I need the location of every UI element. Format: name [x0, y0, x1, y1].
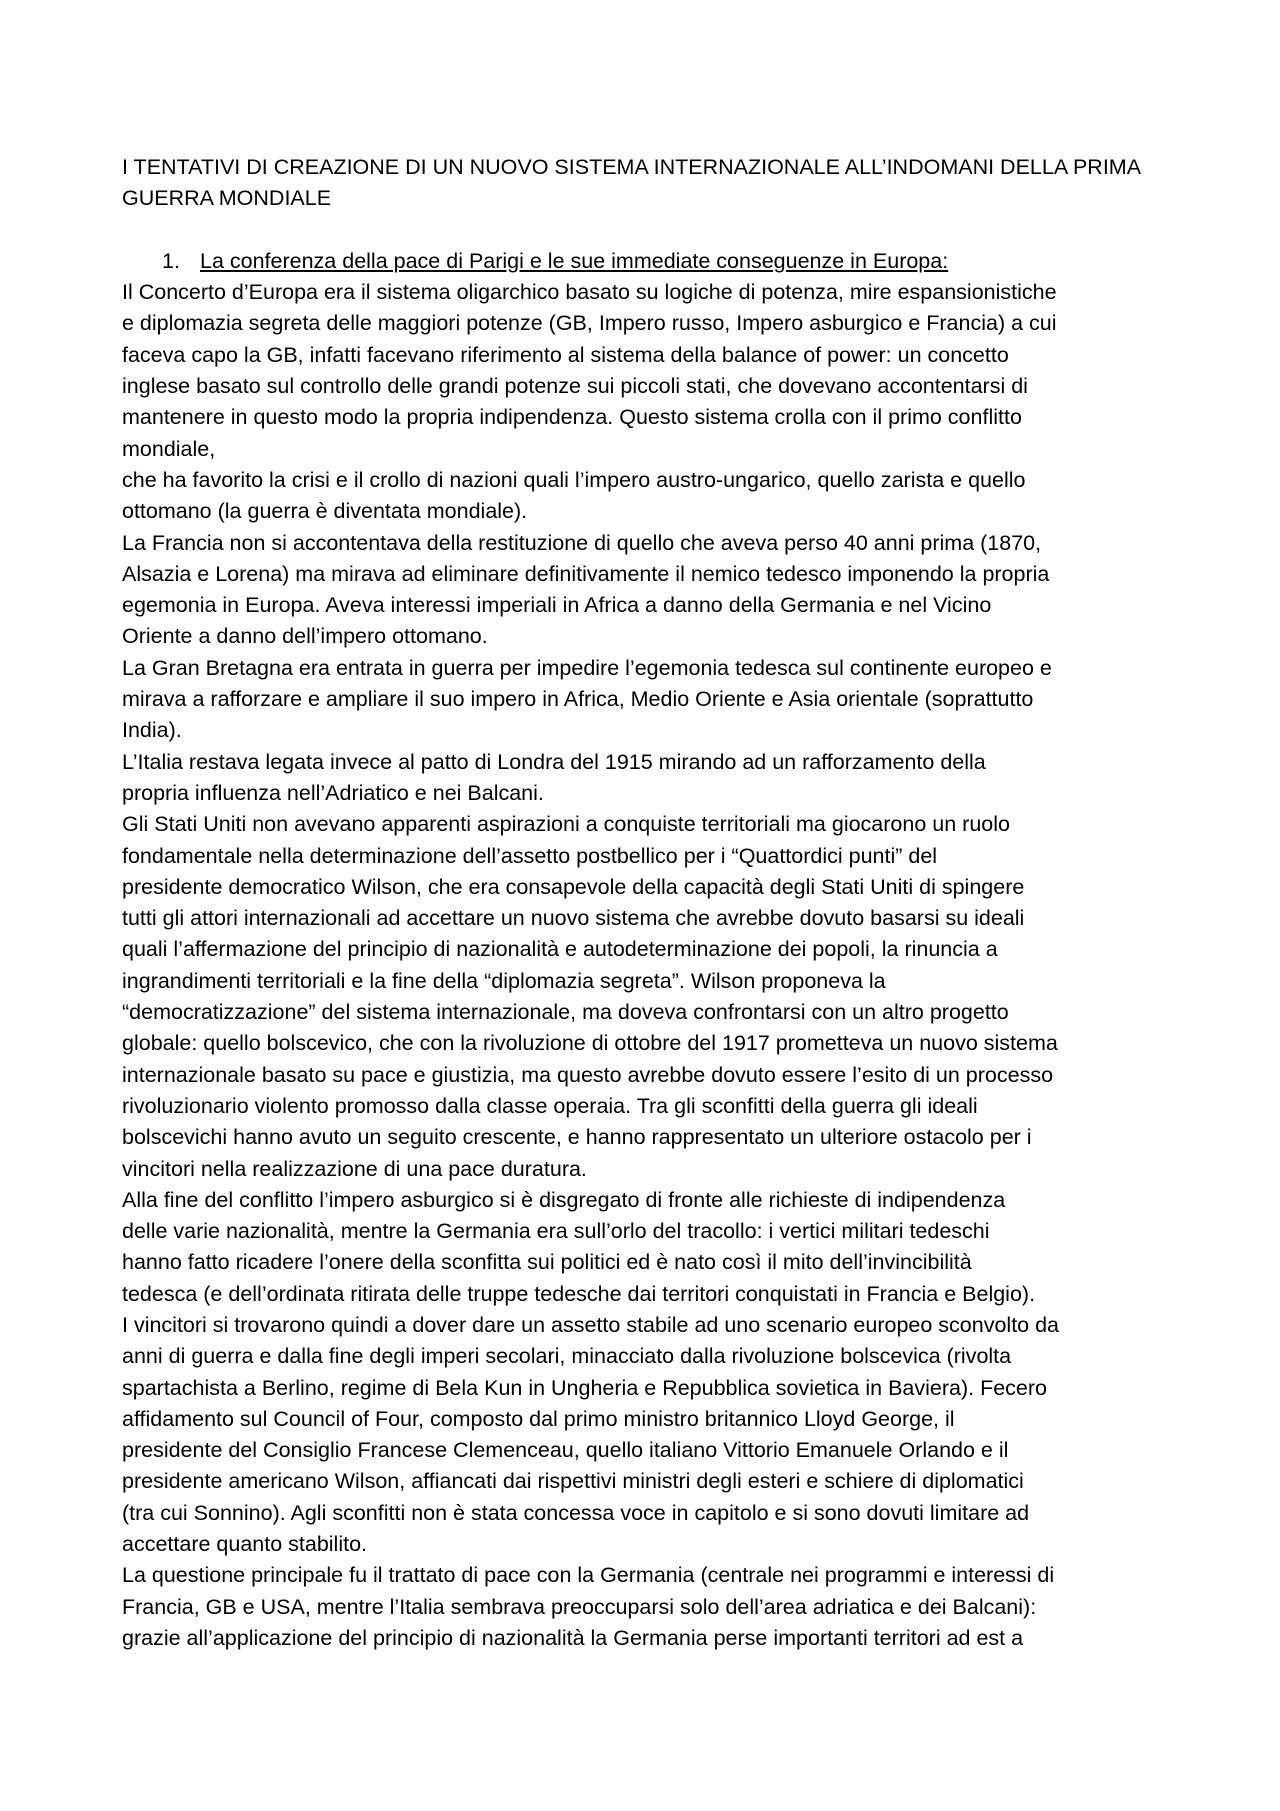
paragraph	[122, 1185, 1172, 1310]
paragraph-line: Gli Stati Uniti non avevano apparenti aspirazioni a conquiste territoriali ma giocarono un ruolo	[122, 812, 1010, 837]
paragraph-line: Alla fine del conflitto l’impero asburgico si è disgregato di fronte alle richieste di indipendenza	[122, 1187, 1006, 1212]
paragraph-line: Francia, GB e USA, mentre l’Italia sembrava preoccuparsi solo dell’area adriatica e dei Balcani):	[122, 1594, 1037, 1619]
paragraph-line: che ha favorito la crisi e il crollo di nazioni quali l’impero austro-ungarico, quello zarista e quello	[122, 467, 1026, 492]
paragraph-line: (tra cui Sonnino). Agli sconfitti non è stata concessa voce in capitolo e si sono dovuti limitare ad	[122, 1500, 1030, 1525]
paragraph-line: presidente del Consiglio Francese Clemenceau, quello italiano Vittorio Emanuele Orlando e il	[122, 1438, 1009, 1463]
paragraph	[122, 747, 1172, 810]
paragraph-line: quali l’affermazione del principio di nazionalità e autodeterminazione dei popoli, la rinuncia a	[122, 937, 998, 962]
paragraph-line: hanno fatto ricadere l’onere della sconfitta sui politici ed è nato così il mito dell’invincibilità	[122, 1250, 972, 1275]
paragraph-line: fondamentale nella determinazione dell’assetto postbellico per i “Quattordici punti” del	[122, 843, 938, 868]
paragraph	[122, 277, 1172, 465]
paragraph-line: rivoluzionario violento promosso dalla classe operaia. Tra gli sconfitti della guerra gli ideali	[122, 1093, 978, 1118]
paragraph-line: inglese basato sul controllo delle grandi potenze sui piccoli stati, che dovevano accontentarsi di	[122, 374, 1028, 399]
paragraph-line: La Francia non si accontentava della restituzione di quello che aveva perso 40 anni prima (1870,	[122, 530, 1042, 555]
document-title	[122, 152, 1172, 215]
paragraph-line: La Gran Bretagna era entrata in guerra per impedire l’egemonia tedesca sul continente europeo e	[122, 655, 1052, 680]
paragraph-line: ottomano (la guerra è diventata mondiale).	[122, 499, 528, 524]
paragraph-line: delle varie nazionalità, mentre la Germania era sull’orlo del tracollo: i vertici militari tedeschi	[122, 1219, 990, 1244]
paragraph-line: “democratizzazione” del sistema internazionale, ma doveva confrontarsi con un altro progetto	[122, 1000, 1009, 1025]
title-line: GUERRA MONDIALE	[122, 186, 332, 211]
paragraph	[122, 809, 1172, 1185]
paragraph-line: India).	[122, 718, 182, 743]
paragraph-line: spartachista a Berlino, regime di Bela Kun in Ungheria e Repubblica sovietica in Baviera). Fecero	[122, 1375, 1047, 1400]
paragraph-line: e diplomazia segreta delle maggiori potenze (GB, Impero russo, Impero asburgico e Francia) a cui	[122, 311, 1057, 336]
paragraph	[122, 1310, 1172, 1560]
paragraph-line: mirava a rafforzare e ampliare il suo impero in Africa, Medio Oriente e Asia orientale (soprattutto	[122, 687, 1034, 712]
paragraph-line: I vincitori si trovarono quindi a dover dare un assetto stabile ad uno scenario europeo sconvolto da	[122, 1312, 1060, 1337]
paragraph-line: mantenere in questo modo la propria indipendenza. Questo sistema crolla con il primo conflitto	[122, 405, 1022, 430]
paragraph-line: La questione principale fu il trattato di pace con la Germania (centrale nei programmi e interessi di	[122, 1563, 1055, 1588]
paragraph-line: tedesca (e dell’ordinata ritirata delle truppe tedesche dai territori conquistati in Francia e Belgio).	[122, 1281, 1036, 1306]
paragraph	[122, 1560, 1172, 1654]
section-number: 1.	[162, 248, 180, 273]
paragraph-line: ingrandimenti territoriali e la fine della “diplomazia segreta”. Wilson proponeva la	[122, 968, 886, 993]
paragraph-line: Il Concerto d’Europa era il sistema oligarchico basato su logiche di potenza, mire espansionistiche	[122, 280, 1057, 305]
document-body	[122, 152, 1172, 1654]
paragraphs	[122, 277, 1172, 1654]
paragraph-line: tutti gli attori internazionali ad accettare un nuovo sistema che avrebbe dovuto basarsi su ideali	[122, 906, 1025, 931]
section-heading-text: La conferenza della pace di Parigi e le sue immediate conseguenze in Europa:	[200, 248, 949, 273]
paragraph-line: propria influenza nell’Adriatico e nei Balcani.	[122, 780, 544, 805]
title-line: I TENTATIVI DI CREAZIONE DI UN NUOVO SISTEMA INTERNAZIONALE ALL’INDOMANI DELLA PRIMA	[122, 155, 1142, 179]
paragraph-line: anni di guerra e dalla fine degli imperi secolari, minacciato dalla rivoluzione bolscevica (rivolta	[122, 1344, 1012, 1369]
paragraph-line: faceva capo la GB, infatti facevano riferimento al sistema della balance of power: un concetto	[122, 342, 1009, 367]
paragraph-line: presidente americano Wilson, affiancati dai rispettivi ministri degli esteri e schiere di diplomatici	[122, 1469, 1024, 1494]
paragraph-line: Alsazia e Lorena) ma mirava ad eliminare definitivamente il nemico tedesco imponendo la propria	[122, 561, 1050, 586]
paragraph-line: grazie all’applicazione del principio di nazionalità la Germania perse importanti territori ad est a	[122, 1625, 1024, 1650]
section-heading	[122, 246, 1172, 277]
paragraph-line: vincitori nella realizzazione di una pace duratura.	[122, 1156, 587, 1181]
paragraph	[122, 528, 1172, 653]
paragraph	[122, 465, 1172, 528]
paragraph-line: presidente democratico Wilson, che era consapevole della capacità degli Stati Uniti di spingere	[122, 874, 1025, 899]
paragraph-line: Oriente a danno dell’impero ottomano.	[122, 624, 488, 649]
paragraph-line: mondiale,	[122, 436, 216, 461]
paragraph-line: accettare quanto stabilito.	[122, 1532, 368, 1557]
paragraph-line: bolscevichi hanno avuto un seguito crescente, e hanno rappresentato un ulteriore ostacolo per i	[122, 1125, 1032, 1150]
blank-line	[122, 215, 1172, 246]
paragraph-line: affidamento sul Council of Four, composto dal primo ministro britannico Lloyd George, il	[122, 1406, 955, 1431]
paragraph-line: internazionale basato su pace e giustizia, ma questo avrebbe dovuto essere l’esito di un processo	[122, 1062, 1054, 1087]
paragraph-line: egemonia in Europa. Aveva interessi imperiali in Africa a danno della Germania e nel Vicino	[122, 593, 992, 618]
paragraph	[122, 653, 1172, 747]
paragraph-line: L’Italia restava legata invece al patto di Londra del 1915 mirando ad un rafforzamento della	[122, 749, 986, 774]
paragraph-line: globale: quello bolscevico, che con la rivoluzione di ottobre del 1917 prometteva un nuovo sistema	[122, 1031, 1058, 1056]
